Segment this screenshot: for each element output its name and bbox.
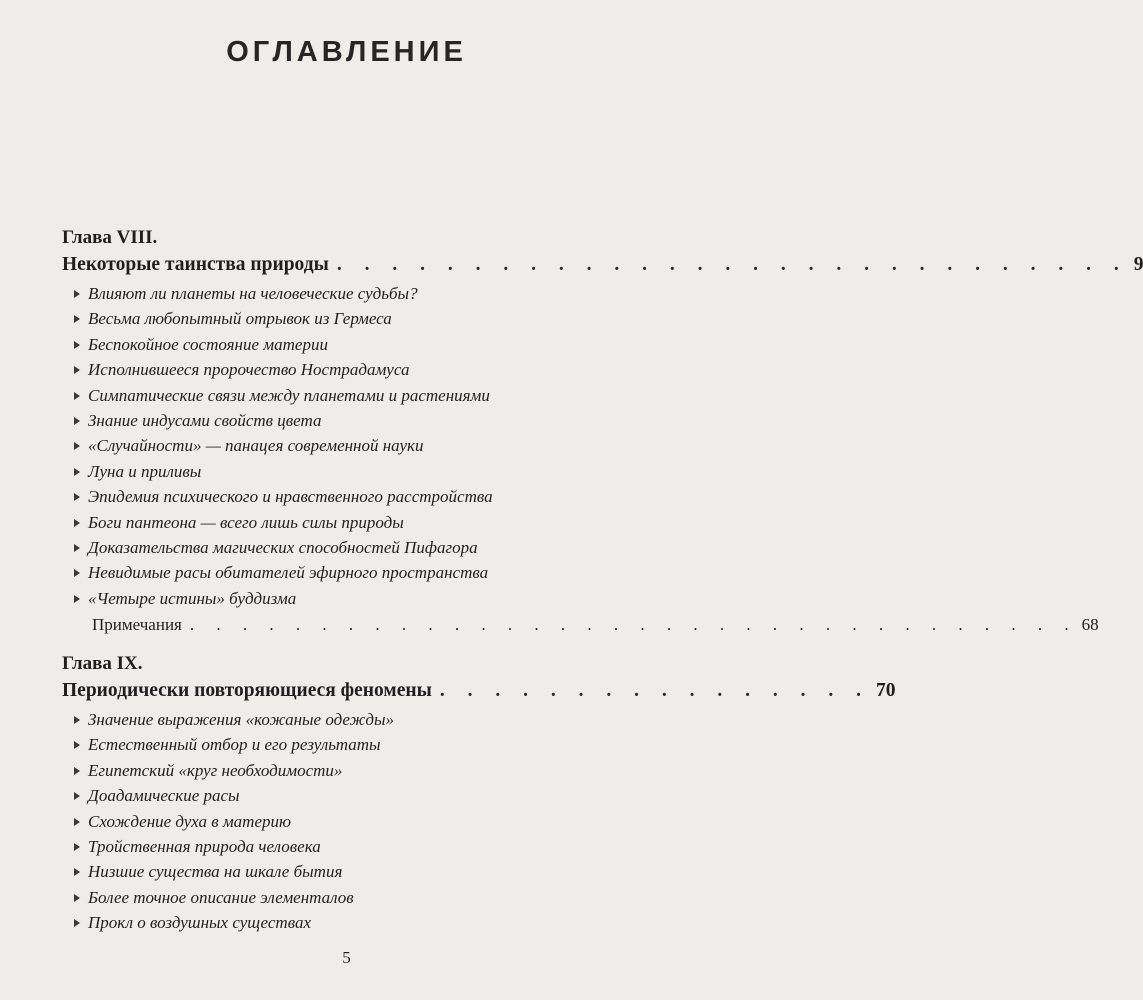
triangle-bullet-icon [74,341,80,349]
list-item: Тройственная природа человека [62,834,652,859]
chapter-page-number: 70 [875,680,896,701]
list-item: Луна и приливы [62,459,652,484]
chapter-viii [62,224,1143,639]
chapter-label: Глава IX. [62,653,143,674]
triangle-bullet-icon [74,392,80,400]
triangle-bullet-icon [74,519,80,527]
triangle-bullet-icon [74,569,80,577]
list-item: Значение выражения «кожаные одежды» [62,707,652,732]
chapter-items [62,707,652,936]
list-item: «Случайности» — панацея современной науки [62,433,652,458]
chapter-page-number: 9 [1133,254,1143,275]
triangle-bullet-icon [74,493,80,501]
triangle-bullet-icon [74,818,80,826]
list-item: Знание индусами свойств цвета [62,408,652,433]
notes-label: Примечания [92,615,182,635]
triangle-bullet-icon [74,919,80,927]
triangle-bullet-icon [74,468,80,476]
list-item: Доадамические расы [62,783,652,808]
chapter-label: Глава VIII. [62,227,158,248]
list-item: «Четыре истины» буддизма [62,586,652,611]
list-item: Невидимые расы обитателей эфирного пространства [62,560,652,585]
list-item: Эпидемия психического и нравственного расстройства [62,484,652,509]
list-item: Симпатические связи между планетами и растениями [62,383,652,408]
list-item: Низшие существа на шкале бытия [62,859,652,884]
dot-leader: . . . . . . . . . . . . . . . . [439,680,870,701]
triangle-bullet-icon [74,417,80,425]
page-title: ОГЛАВЛЕНИЕ [226,36,467,68]
chapter-items [62,281,652,611]
list-item: Доказательства магических способностей Пифагора [62,535,652,560]
triangle-bullet-icon [74,315,80,323]
triangle-bullet-icon [74,843,80,851]
list-item: Боги пантеона — всего лишь силы природы [62,510,652,535]
list-item: Исполнившееся пророчество Нострадамуса [62,357,652,382]
triangle-bullet-icon [74,366,80,374]
chapter-heading-row [62,251,1143,279]
list-item: Весьма любопытный отрывок из Гермеса [62,306,652,331]
list-item: Схождение духа в материю [62,809,652,834]
triangle-bullet-icon [74,868,80,876]
triangle-bullet-icon [74,716,80,724]
chapter-heading-row [62,677,896,705]
notes-row [92,611,1099,639]
chapter-ix [62,650,896,936]
list-item: Естественный отбор и его результаты [62,732,652,757]
list-item: Влияют ли планеты на человеческие судьбы? [62,281,652,306]
list-item: Беспокойное состояние материи [62,332,652,357]
triangle-bullet-icon [74,741,80,749]
chapter-heading: Некоторые таинства природы [62,254,329,275]
list-item: Прокл о воздушных существах [62,910,652,935]
page-number: 5 [342,948,351,967]
triangle-bullet-icon [74,894,80,902]
triangle-bullet-icon [74,595,80,603]
dot-leader: . . . . . . . . . . . . . . . . . . . . . . . . . . . . . . . . . . [189,615,1078,635]
triangle-bullet-icon [74,767,80,775]
notes-page-number: 68 [1081,615,1099,635]
dot-leader: . . . . . . . . . . . . . . . . . . . . . . . . . . . . . [336,254,1128,275]
triangle-bullet-icon [74,792,80,800]
chapter-heading: Периодически повторяющиеся феномены [62,680,432,701]
list-item: Египетский «круг необходимости» [62,758,652,783]
list-item: Более точное описание элементалов [62,885,652,910]
triangle-bullet-icon [74,442,80,450]
triangle-bullet-icon [74,290,80,298]
triangle-bullet-icon [74,544,80,552]
